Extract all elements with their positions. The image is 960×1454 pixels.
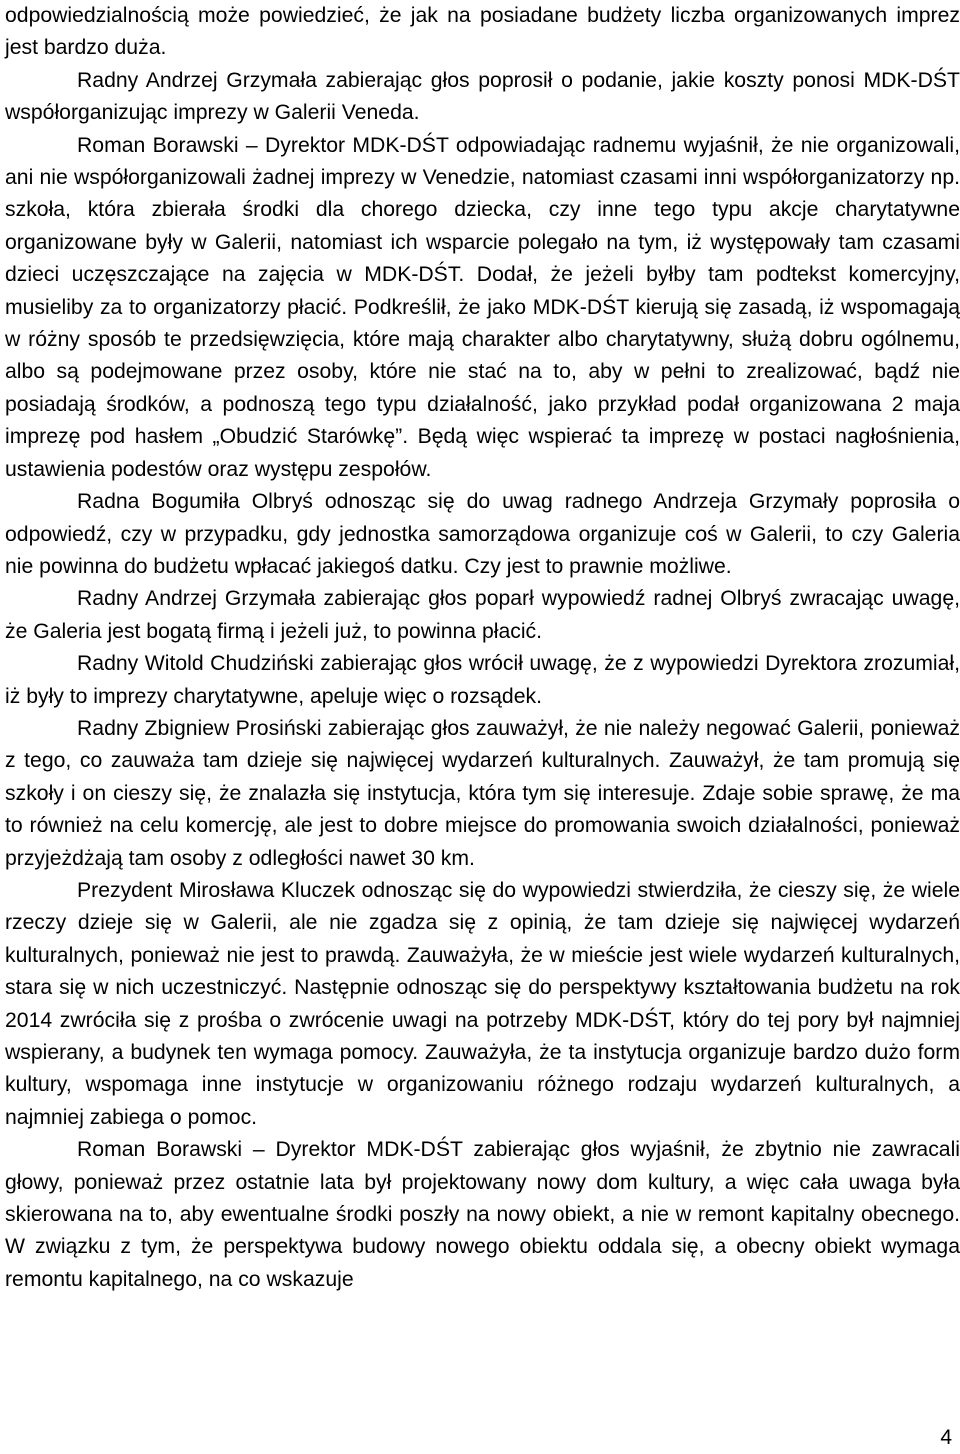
paragraph-continuation: odpowiedzialnością może powiedzieć, że jak na posiadane budżety liczba organizowanych imprez jest bardzo duża. xyxy=(5,4,960,60)
paragraph-borawski-answer: Roman Borawski – Dyrektor MDK-DŚT odpowiadając radnemu wyjaśnił, że nie organizowali, ani nie współorganizowali żadnej imprezy w Venedzie, natomiast czasami inni współorganizatorzy np. szkoła, która zbierała środki dla chorego dziecka, czy inne tego typu akcje charytatywne organizowane były w Galerii, natomiast ich wsparcie polegało na tym, iż występowały tam czasami dzieci uczęszczające na zajęcia w MDK-DŚT. Dodał, że jeżeli byłby tam podtekst komercyjny, musieliby za to organizatorzy płacić. Podkreślił, że jako MDK-DŚT kierują się zasadą, iż wspomagają w różny sposób te przedsięwzięcia, które mają charakter albo charytatywny, służą dobru ogólnemu, albo są podejmowane przez osoby, które nie stać na to, aby w pełni to zrealizować, bądź nie posiadają środków, a podnoszą tego typu działalność, jako przykład podał organizowana 2 maja imprezę pod hasłem „Obudzić Starówkę”. Będą więc wspierać ta imprezę w postaci nagłośnienia, ustawienia podestów oraz występu zespołów. xyxy=(5,133,960,481)
paragraph-chudzinski: Radny Witold Chudziński zabierając głos wrócił uwagę, że z wypowiedzi Dyrektora zrozumiał, iż były to imprezy charytatywne, apeluje więc o rozsądek. xyxy=(5,652,960,708)
paragraph-kluczek: Prezydent Mirosława Kluczek odnosząc się do wypowiedzi stwierdziła, że cieszy się, że wiele rzeczy dzieje się w Galerii, ale nie zgadza się z opinią, że tam dzieje się najwięcej wydarzeń kulturalnych, ponieważ nie jest to prawdą. Zauważyła, że w mieście jest wiele wydarzeń kulturalnych, stara się w nich uczestniczyć. Następnie odnosząc się do perspektywy kształtowania budżetu na rok 2014 zwróciła się z prośba o zwrócenie uwagi na potrzeby MDK-DŚT, który do tej pory był najmniej wspierany, a budynek ten wymaga pomocy. Zauważyła, że ta instytucja organizuje bardzo dużo form kultury, wspomaga inne instytucje w organizowaniu różnego rodzaju wydarzeń kulturalnych, a najmniej zabiega o pomoc. xyxy=(5,878,960,1129)
paragraph-borawski-reply: Roman Borawski – Dyrektor MDK-DŚT zabierając głos wyjaśnił, że zbytnio nie zawracali głowy, ponieważ przez ostatnie lata był projektowany nowy dom kultury, a więc cała uwaga była skierowana na to, aby ewentualne środki poszły na nowy obiekt, a nie w remont kapitalny obecnego. W związku z tym, że perspektywa budowy nowego obiektu oddala się, a obecny obiekt wymaga remontu kapitalnego, na co wskazuje xyxy=(5,1138,960,1291)
page-number: 4 xyxy=(940,1426,952,1449)
paragraph-olbrys-question: Radna Bogumiła Olbryś odnosząc się do uwag radnego Andrzeja Grzymały poprosiła o odpowiedź, czy w przypadku, gdy jednostka samorządowa organizuje coś w Galerii, to czy Galeria nie powinna do budżetu wpłacać jakiegoś datku. Czy jest to prawnie możliwe. xyxy=(5,490,960,578)
paragraph-grzymala-support: Radny Andrzej Grzymała zabierając głos poparł wypowiedź radnej Olbryś zwracając uwagę, że Galeria jest bogatą firmą i jeżeli już, to powinna płacić. xyxy=(5,587,960,643)
paragraph-grzymala-question: Radny Andrzej Grzymała zabierając głos poprosił o podanie, jakie koszty ponosi MDK-DŚT współorganizując imprezy w Galerii Veneda. xyxy=(5,68,960,125)
document-page xyxy=(5,0,960,1296)
paragraph-prosinski: Radny Zbigniew Prosiński zabierając głos zauważył, że nie należy negować Galerii, ponieważ z tego, co zauważa tam dzieje się najwięcej wydarzeń kulturalnych. Zauważył, że tam promują się szkoły i on cieszy się, że znalazła się instytucja, która tym się interesuje. Zdaje sobie sprawę, że ma to również na celu komercję, ale jest to dobre miejsce do promowania swoich działalności, ponieważ przyjeżdżają tam osoby z odległości nawet 30 km. xyxy=(5,716,960,870)
